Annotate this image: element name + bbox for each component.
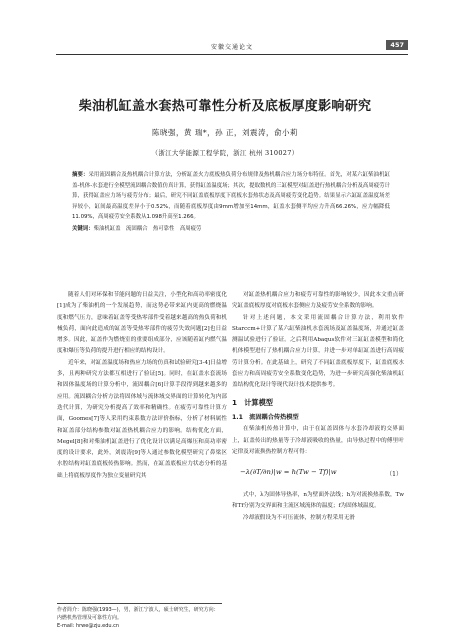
body-paragraph: 在柴油机传热计算中，由于在缸盖固体与水套冷却液的交界面上，缸盖传出的热量等于冷却液吸收的热量，由导热过程中的傅里叶定律及对流换热控制方程可得： [232, 426, 404, 455]
left-column [57, 290, 227, 482]
body-paragraph: 冷却液假设为不可压流体，控制方程采用无滑 [243, 514, 355, 521]
footnote-text: 作者简介：陈晓强(1993—)，男，浙江宁波人，硕士研究生，研究方向：内燃机热管理及可靠性方向。 [57, 607, 219, 621]
keywords [72, 224, 390, 235]
equation-text: −λ(∂T/∂n)|w = h(Tw − Tf)|w [240, 468, 337, 477]
body-paragraph: 随着人们对环保和节能问题的日益关注，小型化和高功率密度化[1]成为了柴油机的一个发展趋势，而这势必带来缸内更高的燃烧温度和燃气压力，意味着缸盖等受热零部件受着越来越高的热负荷和机械负荷，面向此造成的缸盖等受热零部件的疲劳失效问题[2]也日益增多。因此，缸盖作为燃烧室的重要组成部分，应该随着缸内燃气温度和爆压等负荷的提升进行相应的结构设计。 [57, 292, 227, 355]
body-paragraph: 针对上述问题，本文采用流固耦合计算方法，利用软件Starccm+计算了某六缸柴油机水套流场及缸盖温度场，并通过缸盖测温试验进行了验证。之后利用Abaqus软件对三缸缸盖模型和简化机体模型进行了热机耦合应力计算，并进一步对单缸缸盖进行高周疲劳计算分析。在此基础上，研究了不同缸盖底板厚度下，缸盖底板水套应力和高周疲劳安全系数变化趋势，为进一步研究高强化柴油机缸盖结构优化设计等现代设计技术提供参考。 [232, 314, 404, 389]
subsection-title: 1.1 流固耦合传热模型 [232, 413, 299, 421]
abstract-label: 摘要： [72, 172, 89, 178]
equation-1 [232, 461, 404, 487]
body-paragraph: 近年来，对缸盖温度场和热应力场的仿真和试验研究[3-4]日益增多，且两种研究方法都互相进行了验证[5]。同时，在缸盖水套流场和固体温度场的计算分析中，流固耦合[6]计算手段得到越来越多的应用。流固耦合分析方法将固体域与流体域交界面的计算转化为内部迭代计算，为研究分析提高了效率和精确性。在疲劳可靠性计算方面，Goomes[7]等人采用约束系数方法评价指标，分析了材料属性和缸盖部分结构参数对缸盖热机耦合应力的影响。结构优化方面，Megel[8]和对柴油机缸盖进行了优化设计以满足高爆压和高功率密度的设计要求，此外，刘震涛[9]等人通过参数化模型研究了鼻梁区水腔结构对缸盖底板传热影响。然而，在缸盖底板应力状态分析的基础上将底板厚度作为独立变量研究其 [57, 359, 227, 479]
body-paragraph: 对缸盖热机耦合应力和疲劳可靠性的影响较少，因此本文重点研究缸盖底板厚度对底板水套侧应力及疲劳安全系数的影响。 [232, 292, 404, 310]
article-title: 柴油机缸盖水套热可靠性分析及底板厚度影响研究 [78, 99, 372, 114]
keywords-text: 柴油机缸盖 流固耦合 热可靠性 高周疲劳 [93, 225, 202, 232]
footnote-email: E-mail: hrwe@zju.edu.cn [57, 623, 120, 629]
section-title: 1 计算模型 [232, 397, 273, 407]
running-header [56, 40, 408, 55]
keywords-label: 关键词： [72, 225, 94, 232]
body-paragraph: 式中，λ为固体导热率，n为壁面外法线；h为对流换热系数，Tw和Tf分别为交界面和主流区域流体的温度；f为固体域温度。 [232, 492, 404, 510]
affiliation: （浙江大学能源工程学院，浙江 杭州 310027） [151, 149, 299, 157]
journal-name: 安徽交通论文 [210, 44, 253, 51]
author-list: 陈晓强，黄 瑞*，孙 正，刘震涛，俞小莉 [151, 128, 299, 137]
abstract-text: 采用流固耦合及热机耦合计算方法，分析缸盖火力底板热负荷分布规律及热机耦合应力场分布特征。首先，对某六缸柴油机缸盖-机体-水套进行全模型流固耦合数值仿真计算，获得缸盖温度场；其次，提取数机的三缸模型对缸盖进行热机耦合分析及高周疲劳计算，获得缸盖应力场与疲劳分布；最后，研究不同缸盖底板厚度下底板水套热状态及高周疲劳变化趋势。结果显示六缸缸盖温度场差异较小，缸间最高温度差异小于0.52%，而随着底板厚度由9mm增加至14mm，缸盖水套侧平均应力升高66.26%，应力幅降低11.09%，高周疲劳安全系数从1.098升高至1.266。 [72, 172, 390, 220]
page-number: 457 [386, 40, 408, 50]
right-column [232, 290, 404, 524]
abstract-body [72, 170, 390, 223]
equation-number: （1） [386, 471, 402, 479]
author-footnote [57, 603, 222, 630]
abstract [72, 170, 390, 234]
